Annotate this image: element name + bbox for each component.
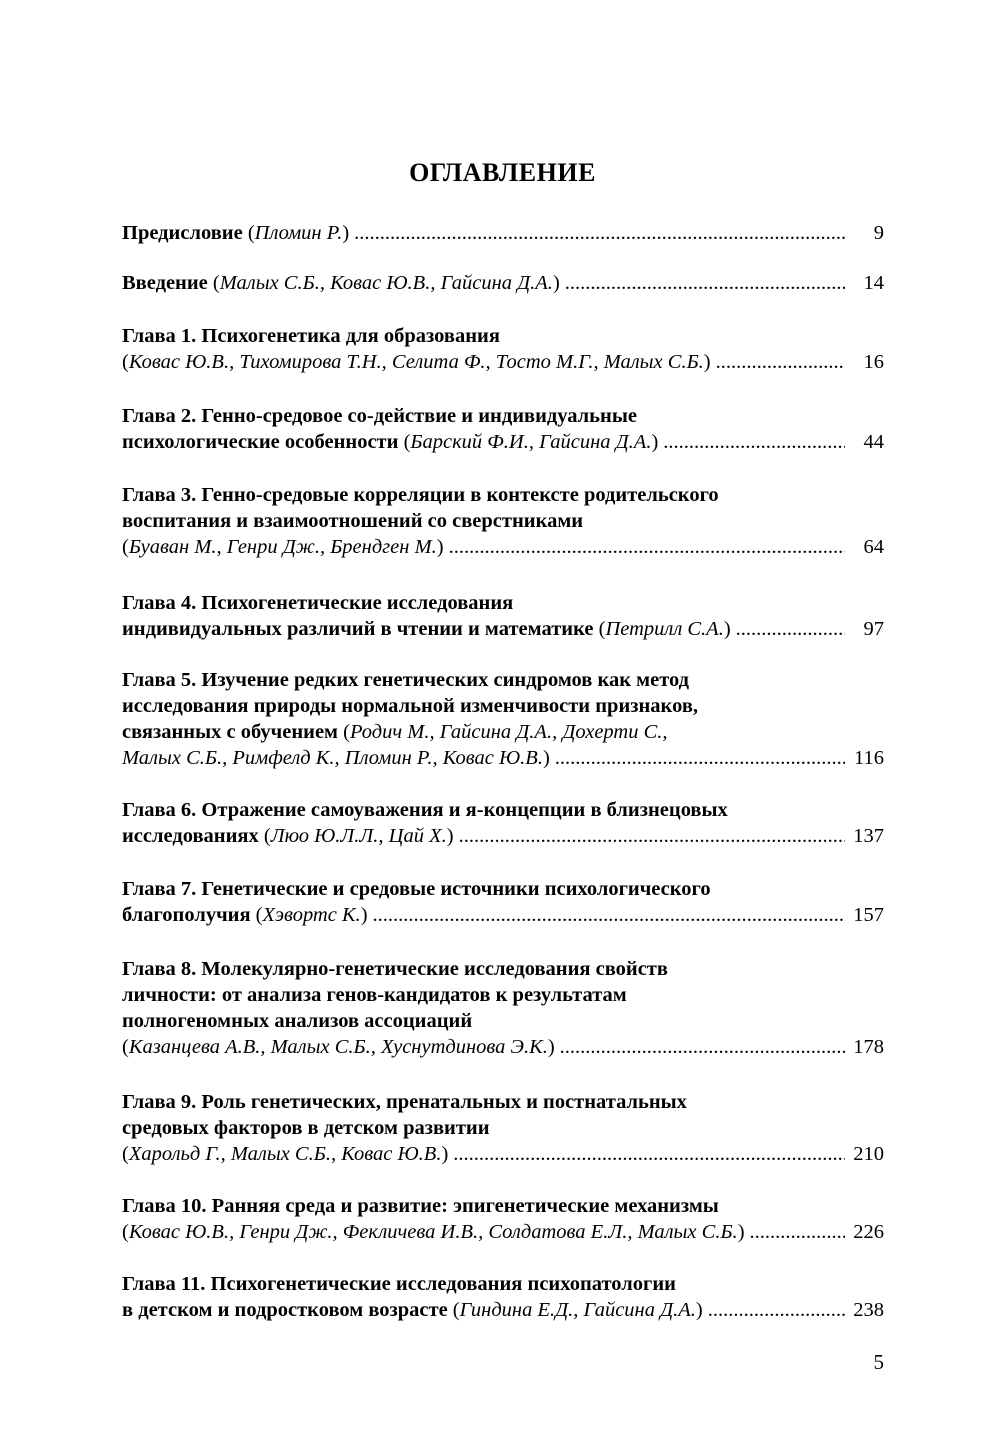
dot-leader xyxy=(555,745,845,771)
chapter-title-line: Глава 4. Психогенетические исследования xyxy=(122,592,514,614)
dot-leader xyxy=(716,349,845,375)
dot-leader xyxy=(736,616,845,642)
dot-leader xyxy=(565,270,845,296)
toc-page-number: 157 xyxy=(853,904,884,926)
chapter-title-line: воспитания и взаимоотношений со сверстниками xyxy=(122,510,584,532)
toc-page-number: 178 xyxy=(853,1036,884,1058)
toc-entry[interactable]: Глава 10. Ранняя среда и развитие: эпигенетические механизмы (Ковас Ю.В., Генри Дж., Фекличева И.В., Солдатова Е.Л., Малых С.Б.) ..... 226 xyxy=(122,1193,884,1245)
toc-page-number: 226 xyxy=(853,1221,884,1243)
chapter-authors: Хэвортс К. xyxy=(262,904,361,926)
toc-entry[interactable]: Глава 9. Роль генетических, пренатальных и постнатальных средовых факторов в детском развитии (Харольд Г., Малых С.Б., Ковас Ю.В.) ..... 210 xyxy=(122,1089,884,1167)
chapter-title-line: Глава 8. Молекулярно-генетические исследования свойств xyxy=(122,958,668,980)
dot-leader xyxy=(373,902,845,928)
chapter-title-line: психологические особенности xyxy=(122,431,399,453)
dot-leader xyxy=(750,1219,845,1245)
chapter-title-line: Глава 1. Психогенетика для образования xyxy=(122,325,500,347)
toc-page-number: 64 xyxy=(863,536,884,558)
toc-page-number: 116 xyxy=(854,747,884,769)
page-number: 5 xyxy=(873,1350,884,1374)
chapter-title-line: исследованиях xyxy=(122,825,259,847)
chapter-title-line: Глава 3. Генно-средовые корреляции в контексте родительского xyxy=(122,484,719,506)
toc-entry[interactable]: Глава 11. Психогенетические исследования психопатологии в детском и подростковом возрасте (Гиндина Е.Д., Гайсина Д.А.) ..... 238 xyxy=(122,1271,884,1323)
chapter-title-line: исследования природы нормальной изменчивости признаков, xyxy=(122,695,699,717)
chapter-title-line: Глава 10. Ранняя среда и развитие: эпигенетические механизмы xyxy=(122,1195,719,1217)
chapter-title-line: Глава 6. Отражение самоуважения и я-концепции в близнецовых xyxy=(122,799,728,821)
chapter-authors: Барский Ф.И., Гайсина Д.А. xyxy=(410,431,652,453)
chapter-title-line: Глава 9. Роль генетических, пренатальных и постнатальных xyxy=(122,1091,687,1113)
chapter-title-line: благополучия xyxy=(122,904,251,926)
toc-entry[interactable]: Предисловие (Пломин Р.) ..... 9 xyxy=(122,220,884,246)
chapter-title-line: связанных с обучением xyxy=(122,721,339,743)
chapter-title-line: в детском и подростковом возрасте xyxy=(122,1299,448,1321)
chapter-authors: Казанцева А.В., Малых С.Б., Хуснутдинова Э.К. xyxy=(128,1036,548,1058)
dot-leader xyxy=(708,1297,845,1323)
chapter-authors-line: Родич М., Гайсина Д.А., Дохерти С., xyxy=(349,721,668,743)
chapter-authors: Харольд Г., Малых С.Б., Ковас Ю.В. xyxy=(128,1143,442,1165)
chapter-title-line: Глава 2. Генно-средовое со-действие и индивидуальные xyxy=(122,405,637,427)
chapter-authors: Люо Ю.Л.Л., Цай Х. xyxy=(270,825,447,847)
chapter-title-line: Введение xyxy=(122,272,208,294)
chapter-authors: Петрилл С.А. xyxy=(605,618,724,640)
chapter-authors: Пломин Р. xyxy=(254,222,343,244)
chapter-authors: Ковас Ю.В., Тихомирова Т.Н., Селита Ф., Тосто М.Г., Малых С.Б. xyxy=(128,351,704,373)
toc-entry[interactable]: Введение (Малых С.Б., Ковас Ю.В., Гайсина Д.А.) ..... 14 xyxy=(122,270,884,296)
toc-entry[interactable]: Глава 7. Генетические и средовые источники психологического благополучия (Хэвортс К.) ..... 157 xyxy=(122,876,884,928)
toc-entry[interactable]: Глава 6. Отражение самоуважения и я-концепции в близнецовых исследованиях (Люо Ю.Л.Л., Цай Х.) ..... 137 xyxy=(122,797,884,849)
dot-leader xyxy=(663,429,845,455)
toc-page-number: 44 xyxy=(863,431,884,453)
toc-entry[interactable]: Глава 1. Психогенетика для образования (Ковас Ю.В., Тихомирова Т.Н., Селита Ф., Тосто М.Г., Малых С.Б.) ..... 16 xyxy=(122,323,884,375)
chapter-authors: Ковас Ю.В., Генри Дж., Фекличева И.В., Солдатова Е.Л., Малых С.Б. xyxy=(128,1221,738,1243)
chapter-authors: Малых С.Б., Римфелд К., Пломин Р., Ковас Ю.В. xyxy=(122,747,543,769)
toc-page-number: 210 xyxy=(853,1143,884,1165)
toc-page-number: 9 xyxy=(873,222,884,244)
chapter-title-line: индивидуальных различий в чтении и математике xyxy=(122,618,594,640)
toc-entry[interactable]: Глава 8. Молекулярно-генетические исследования свойств личности: от анализа генов-кандидатов к результатам полногеномных анализов ассоциаций (Казанцева А.В., Малых С.Б., Хуснутдинова Э.К.) ..... 178 xyxy=(122,956,884,1060)
page-title: ОГЛАВЛЕНИЕ xyxy=(409,158,596,187)
toc-page-number: 97 xyxy=(863,618,884,640)
chapter-title-line: полногеномных анализов ассоциаций xyxy=(122,1010,473,1032)
dot-leader xyxy=(354,220,845,246)
toc-entry[interactable]: Глава 3. Генно-средовые корреляции в контексте родительского воспитания и взаимоотношений со сверстниками (Буаван М., Генри Дж., Брендген М.) ..... 64 xyxy=(122,482,884,560)
dot-leader xyxy=(459,823,845,849)
toc-entry[interactable]: Глава 5. Изучение редких генетических синдромов как метод исследования природы нормальной изменчивости признаков, связанных с обучением (Родич М., Гайсина Д.А., Дохерти С., Малых С.Б., Римфелд К., Пломин Р., Ковас Ю.В.) ..... 116 xyxy=(122,667,884,771)
chapter-title-line: Глава 5. Изучение редких генетических синдромов как метод xyxy=(122,669,690,691)
toc-entry[interactable]: Глава 4. Психогенетические исследования индивидуальных различий в чтении и математике (Петрилл С.А.) ..... 97 xyxy=(122,590,884,642)
chapter-authors: Гиндина Е.Д., Гайсина Д.А. xyxy=(459,1299,696,1321)
toc-page-number: 137 xyxy=(853,825,884,847)
dot-leader xyxy=(449,534,845,560)
dot-leader xyxy=(453,1141,845,1167)
chapter-authors: Буаван М., Генри Дж., Брендген М. xyxy=(128,536,437,558)
chapter-title-line: личности: от анализа генов-кандидатов к результатам xyxy=(122,984,627,1006)
chapter-authors: Малых С.Б., Ковас Ю.В., Гайсина Д.А. xyxy=(219,272,553,294)
chapter-title-line: средовых факторов в детском развитии xyxy=(122,1117,490,1139)
chapter-title-line: Предисловие xyxy=(122,222,243,244)
chapter-title-line: Глава 7. Генетические и средовые источники психологического xyxy=(122,878,711,900)
chapter-title-line: Глава 11. Психогенетические исследования психопатологии xyxy=(122,1273,676,1295)
toc-page-number: 16 xyxy=(863,351,884,373)
toc-entry[interactable]: Глава 2. Генно-средовое со-действие и индивидуальные психологические особенности (Барский Ф.И., Гайсина Д.А.) ..... 44 xyxy=(122,403,884,455)
toc-page-number: 14 xyxy=(863,272,884,294)
dot-leader xyxy=(560,1034,845,1060)
toc-page-number: 238 xyxy=(853,1299,884,1321)
